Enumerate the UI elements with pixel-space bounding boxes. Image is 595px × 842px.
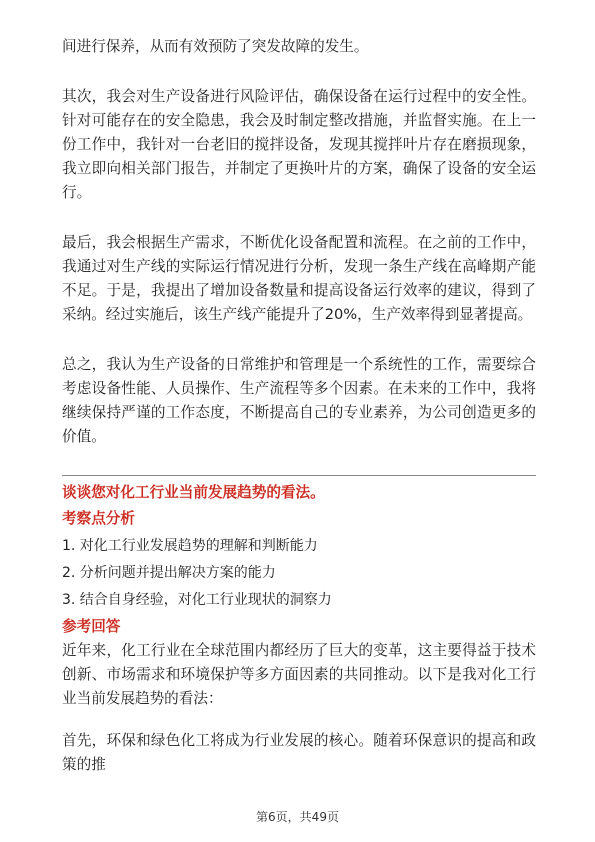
body-text-block: [62, 35, 536, 449]
list-item: 2. 分析问题并提出解决方案的能力: [62, 565, 276, 581]
answer-heading: 参考回答: [62, 618, 121, 635]
interview-question-section: [62, 481, 536, 777]
paragraph-continuation: 间进行保养，从而有效预防了突发故障的发生。: [62, 38, 369, 55]
paragraph-second: 其次，我会对生产设备进行风险评估，确保设备在运行过程中的安全性。针对可能存在的安全隐患，我会及时制定整改措施，并监督实施。在上一份工作中，我针对一台老旧的搅拌设备，发现其搅拌叶片存在磨损现象，我立即向相关部门报告，并制定了更换叶片的方案，确保了设备的安全运行。: [62, 88, 536, 201]
question-title: 谈谈您对化工行业当前发展趋势的看法。: [62, 484, 325, 501]
page-number: 第6页，共49页: [256, 810, 339, 824]
section-divider: [62, 475, 536, 476]
paragraph-finally: 最后，我会根据生产需求，不断优化设备配置和流程。在之前的工作中，我通过对生产线的实际运行情况进行分析，发现一条生产线在高峰期产能不足。于是，我提出了增加设备数量和提高设备运行效率的建议，得到了采纳。经过实施后，该生产线产能提升了20%，生产效率得到显著提高。: [62, 234, 536, 323]
analysis-list: [62, 534, 536, 612]
paragraph-conclusion: 总之，我认为生产设备的日常维护和管理是一个系统性的工作，需要综合考虑设备性能、人员操作、生产流程等多个因素。在未来的工作中，我将继续保持严谨的工作态度，不断提高自己的专业素养，为公司创造更多的价值。: [62, 356, 536, 445]
analysis-heading: 考察点分析: [62, 510, 135, 527]
list-item: 1. 对化工行业发展趋势的理解和判断能力: [62, 538, 318, 554]
answer-paragraph-first: 首先，环保和绿色化工将成为行业发展的核心。随着环保意识的提高和政策的推: [62, 732, 536, 773]
list-item: 3. 结合自身经验，对化工行业现状的洞察力: [62, 592, 332, 608]
answer-paragraph-intro: 近年来，化工行业在全球范围内都经历了巨大的变革，这主要得益于技术创新、市场需求和环境保护等多方面因素的共同推动。以下是我对化工行业当前发展趋势的看法：: [62, 642, 536, 707]
